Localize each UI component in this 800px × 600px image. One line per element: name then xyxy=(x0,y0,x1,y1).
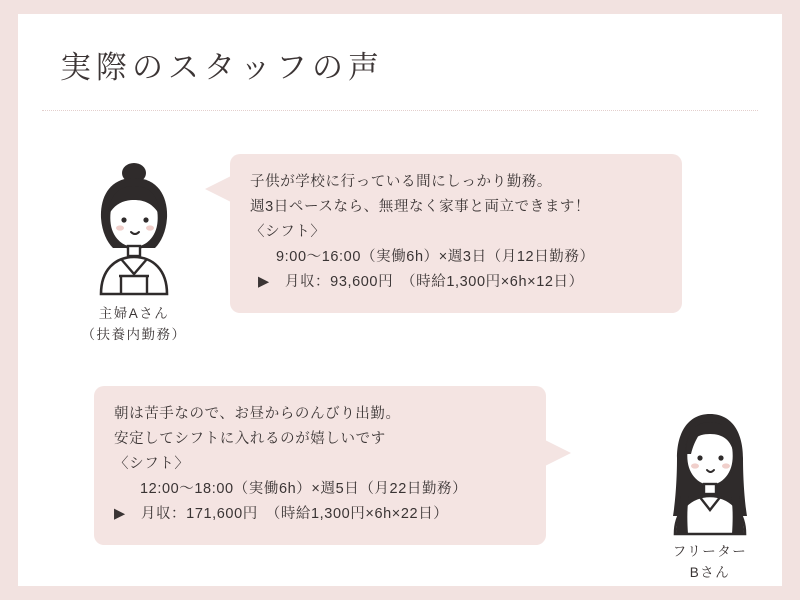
bubble-a-line-5: ▶ 月収：93,600円 （時給1,300円×6h×12日） xyxy=(258,273,584,290)
bubble-tail-left xyxy=(205,176,231,202)
avatar-caption-b-line1: フリーター xyxy=(672,544,748,559)
testimonial-bubble-staff-a xyxy=(230,154,682,313)
bubble-a-line-3: 〈シフト〉 xyxy=(250,223,326,240)
bubble-a-line-2: 週3日ペースなら、無理なく家事と両立できます！ xyxy=(250,198,591,215)
bubble-b-line-3: 〈シフト〉 xyxy=(114,455,190,472)
woman-longhair-avatar-icon xyxy=(647,400,773,536)
bubble-tail-right xyxy=(545,440,571,466)
avatar-caption-b-line2: Bさん xyxy=(689,564,731,580)
title-divider xyxy=(42,110,758,111)
bubble-b-line-4: 12:00〜18:00（実働6h）×週5日（月22日勤務） xyxy=(140,480,468,497)
slide-canvas xyxy=(18,14,782,586)
bubble-a-line-1: 子供が学校に行っている間にしっかり勤務。 xyxy=(250,174,552,190)
page-title: 実際のスタッフの声 xyxy=(60,50,384,85)
bubble-b-line-2: 安定してシフトに入れるのが嬉しいです xyxy=(114,430,386,447)
woman-bun-avatar-icon xyxy=(71,156,197,298)
avatar-caption-a-line1: 主婦Aさん xyxy=(98,306,170,321)
avatar-staff-a xyxy=(54,156,214,346)
bubble-b-line-5: ▶ 月収：171,600円 （時給1,300円×6h×22日） xyxy=(114,505,449,522)
bubble-b-line-1: 朝は苦手なので、お昼からのんびり出勤。 xyxy=(114,406,401,422)
bubble-a-line-4: 9:00〜16:00（実働6h）×週3日（月12日勤務） xyxy=(276,248,595,265)
avatar-caption-a-line2: （扶養内勤務） xyxy=(81,326,187,342)
testimonial-bubble-staff-b xyxy=(94,386,546,545)
avatar-staff-b xyxy=(630,400,790,584)
